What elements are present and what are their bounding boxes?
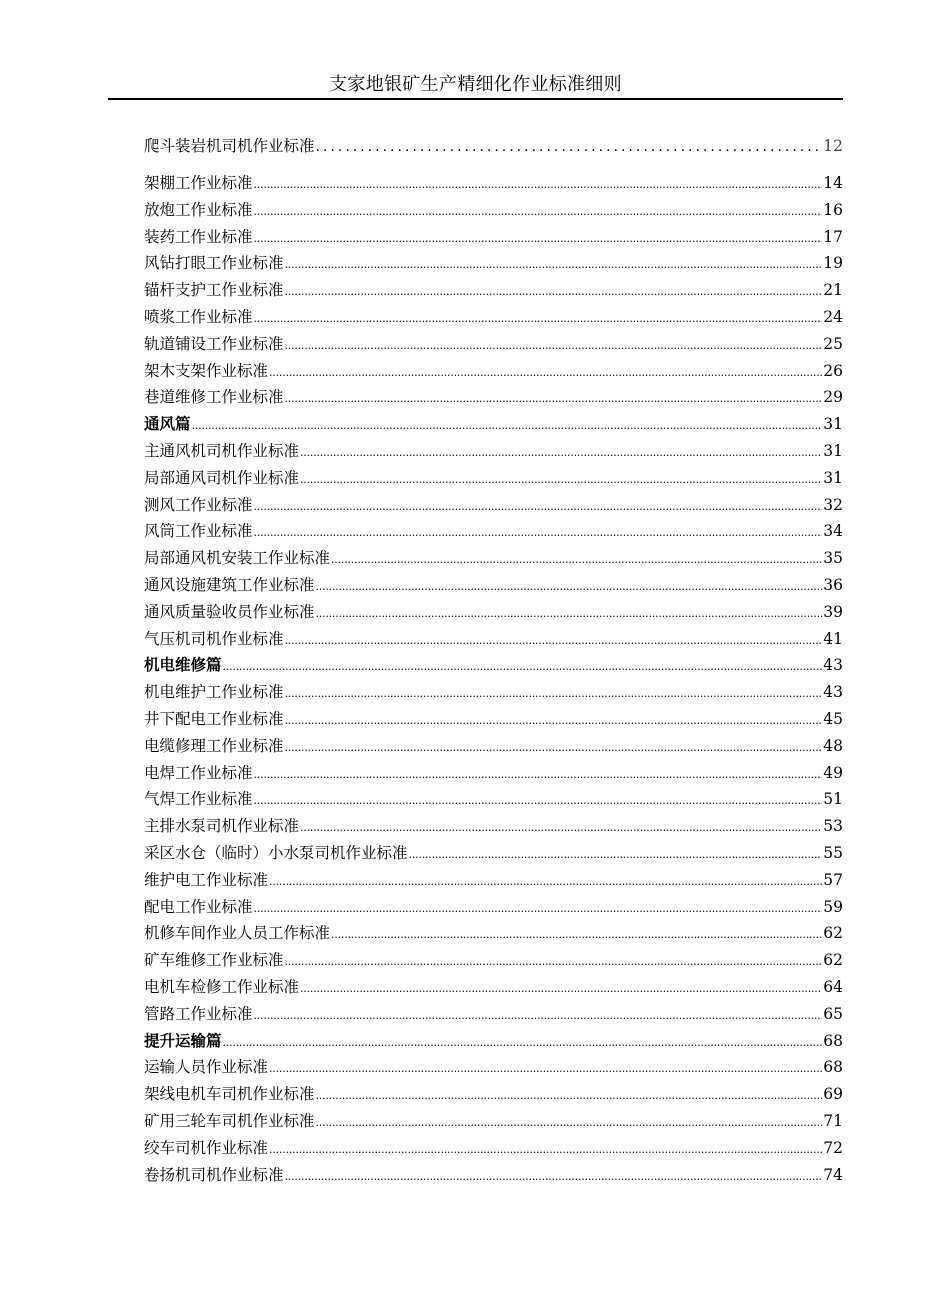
document-title: 支家地银矿生产精细化作业标准细则	[329, 74, 622, 95]
toc-entry-label: 气压机司机作业标准	[144, 629, 284, 648]
toc-page-number: 53	[823, 817, 843, 836]
toc-dot-leader	[285, 683, 823, 705]
toc-entry[interactable]	[144, 360, 843, 382]
toc-dot-leader	[254, 308, 823, 330]
toc-entry-label: 采区水仓（临时）小水泵司机作业标准	[144, 844, 408, 862]
toc-page-number: 59	[823, 897, 843, 916]
toc-entry[interactable]	[144, 547, 843, 569]
toc-dot-leader	[269, 362, 822, 384]
toc-dot-leader	[300, 817, 822, 839]
toc-dot-leader	[285, 710, 823, 732]
toc-dot-leader	[254, 496, 823, 518]
toc-entry-label: 风筒工作业标准	[144, 522, 253, 541]
toc-dot-leader	[316, 1085, 823, 1107]
toc-page-number: 32	[823, 495, 843, 514]
toc-page-number: 36	[823, 576, 843, 594]
toc-page-number: 16	[823, 200, 843, 219]
toc-entry-label: 装药工作业标准	[144, 227, 253, 246]
toc-page-number: 19	[823, 254, 843, 273]
toc-entry[interactable]	[144, 252, 843, 274]
toc-entry-label: 管路工作业标准	[144, 1004, 253, 1023]
toc-page-number: 69	[823, 1085, 843, 1104]
toc-entry[interactable]	[144, 1110, 843, 1132]
toc-dot-leader	[285, 737, 823, 759]
toc-dot-leader	[285, 254, 823, 276]
toc-entry-label: 架木支架作业标准	[144, 361, 269, 380]
toc-dot-leader	[316, 603, 823, 625]
toc-entry[interactable]	[144, 279, 843, 301]
toc-entry[interactable]	[144, 842, 843, 864]
toc-dot-leader	[331, 924, 822, 946]
toc-dot-leader	[300, 469, 822, 491]
toc-page-number: 17	[823, 227, 843, 246]
toc-section-heading[interactable]	[144, 1030, 843, 1052]
toc-page-number: 14	[823, 174, 843, 192]
toc-page-number: 39	[823, 602, 843, 621]
toc-entry[interactable]	[144, 601, 843, 623]
toc-entry[interactable]	[144, 172, 843, 194]
toc-entry[interactable]	[144, 135, 843, 157]
toc-entry[interactable]	[144, 574, 843, 596]
toc-dot-leader	[409, 844, 823, 866]
toc-dot-leader	[254, 764, 823, 786]
toc-entry-label: 主排水泵司机作业标准	[144, 817, 300, 836]
toc-entry[interactable]	[144, 628, 843, 650]
toc-page-number: 21	[823, 281, 843, 300]
toc-page-number: 31	[823, 415, 843, 434]
toc-entry-label: 电缆修理工作业标准	[144, 736, 284, 755]
toc-page-number: 62	[823, 951, 843, 970]
toc-page-number: 74	[823, 1165, 843, 1184]
toc-entry[interactable]	[144, 494, 843, 516]
toc-entry[interactable]	[144, 386, 843, 408]
toc-entry[interactable]	[144, 762, 843, 784]
toc-page-number: 68	[823, 1031, 843, 1050]
toc-entry-label: 测风工作业标准	[144, 495, 253, 514]
toc-dot-leader	[316, 136, 823, 158]
toc-entry-label: 架线电机车司机作业标准	[144, 1085, 315, 1104]
toc-entry-label: 锚杆支护工作业标准	[144, 281, 284, 300]
toc-dot-leader	[285, 335, 823, 357]
toc-section-heading[interactable]	[144, 413, 843, 435]
toc-entry-label: 轨道铺设工作业标准	[144, 334, 284, 353]
toc-entry-label: 卷扬机司机作业标准	[144, 1165, 284, 1184]
toc-entry[interactable]	[144, 199, 843, 221]
toc-entry[interactable]	[144, 1164, 843, 1186]
toc-dot-leader	[300, 978, 822, 1000]
toc-entry[interactable]	[144, 708, 843, 730]
toc-entry-label: 通风篇	[144, 414, 191, 434]
toc-page-number: 29	[823, 388, 843, 407]
toc-dot-leader	[254, 522, 823, 544]
toc-page-number: 34	[823, 522, 843, 541]
toc-page-number: 49	[823, 763, 843, 782]
toc-page-number: 31	[823, 442, 843, 460]
toc-entry[interactable]	[144, 681, 843, 703]
toc-entry-label: 通风设施建筑工作业标准	[144, 576, 315, 594]
toc-entry[interactable]	[144, 467, 843, 489]
toc-page-number: 35	[823, 549, 843, 568]
toc-dot-leader	[223, 1032, 823, 1054]
toc-entry-label: 通风质量验收员作业标准	[144, 602, 315, 621]
toc-entry-label: 矿车维修工作业标准	[144, 951, 284, 970]
toc-entry-label: 运输人员作业标准	[144, 1058, 269, 1077]
toc-entry-label: 矿用三轮车司机作业标准	[144, 1112, 315, 1130]
toc-entry-label: 架棚工作业标准	[144, 174, 253, 192]
toc-dot-leader	[331, 549, 822, 571]
toc-page-number: 65	[823, 1004, 843, 1023]
toc-entry-label: 局部通风司机作业标准	[144, 468, 300, 487]
toc-page-number: 43	[823, 683, 843, 702]
toc-entry-label: 绞车司机作业标准	[144, 1138, 269, 1157]
toc-page-number: 25	[823, 334, 843, 353]
toc-dot-leader	[254, 201, 823, 223]
toc-dot-leader	[192, 415, 823, 437]
toc-page-number: 68	[823, 1058, 843, 1077]
toc-entry-label: 喷浆工作业标准	[144, 308, 253, 326]
toc-dot-leader	[254, 1005, 823, 1027]
toc-entry[interactable]	[144, 788, 843, 810]
toc-dot-leader	[285, 388, 823, 410]
toc-dot-leader	[254, 174, 823, 196]
toc-entry-label: 维护电工作业标准	[144, 870, 269, 889]
toc-entry[interactable]	[144, 1137, 843, 1159]
toc-entry-label: 风钻打眼工作业标准	[144, 254, 284, 273]
toc-entry-label: 爬斗装岩机司机作业标准	[144, 137, 315, 155]
toc-entry[interactable]	[144, 520, 843, 542]
toc-dot-leader	[316, 1112, 823, 1134]
toc-entry-label: 主通风机司机作业标准	[144, 442, 300, 460]
toc-dot-leader	[223, 656, 823, 678]
toc-page-number: 64	[823, 978, 843, 996]
toc-dot-leader	[285, 630, 823, 652]
toc-page-number: 51	[823, 790, 843, 809]
toc-page-number: 62	[823, 924, 843, 943]
toc-entry-label: 放炮工作业标准	[144, 200, 253, 219]
toc-dot-leader	[316, 576, 823, 598]
toc-entry[interactable]	[144, 815, 843, 837]
toc-page-number: 48	[823, 736, 843, 755]
toc-page-number: 12	[823, 137, 843, 155]
toc-page-number: 41	[823, 629, 843, 648]
toc-page-number: 26	[823, 361, 843, 380]
toc-entry-label: 局部通风机安装工作业标准	[144, 549, 331, 568]
toc-dot-leader	[285, 281, 823, 303]
toc-entry[interactable]	[144, 1003, 843, 1025]
toc-entry[interactable]	[144, 949, 843, 971]
toc-page-number: 45	[823, 710, 843, 728]
toc-entry[interactable]	[144, 735, 843, 757]
toc-entry[interactable]	[144, 333, 843, 355]
toc-entry[interactable]	[144, 440, 843, 462]
toc-entry-label: 气焊工作业标准	[144, 790, 253, 809]
toc-entry-label: 提升运输篇	[144, 1030, 222, 1050]
toc-dot-leader	[300, 442, 822, 464]
toc-entry-label: 井下配电工作业标准	[144, 710, 284, 728]
toc-entry-label: 电机车检修工作业标准	[144, 978, 300, 996]
toc-dot-leader	[254, 898, 823, 920]
toc-entry[interactable]	[144, 306, 843, 328]
toc-page-number: 55	[823, 844, 843, 862]
page-header	[108, 72, 843, 100]
toc-entry-label: 电焊工作业标准	[144, 763, 253, 782]
toc-entry[interactable]	[144, 976, 843, 998]
toc-entry[interactable]	[144, 1083, 843, 1105]
toc-entry[interactable]	[144, 226, 843, 248]
toc-entry[interactable]	[144, 869, 843, 891]
toc-page-number: 71	[823, 1112, 843, 1130]
toc-dot-leader	[269, 1058, 822, 1080]
toc-dot-leader	[269, 1139, 822, 1161]
toc-entry-label: 机电维修篇	[144, 655, 222, 675]
toc-section-heading[interactable]	[144, 654, 843, 676]
toc-dot-leader	[254, 228, 823, 250]
toc-entry-label: 机电维护工作业标准	[144, 683, 284, 702]
toc-entry-label: 配电工作业标准	[144, 897, 253, 916]
toc-page-number: 72	[823, 1138, 843, 1157]
toc-entry[interactable]	[144, 896, 843, 918]
toc-entry[interactable]	[144, 922, 843, 944]
toc-dot-leader	[285, 951, 823, 973]
toc-dot-leader	[269, 871, 822, 893]
toc-dot-leader	[254, 790, 823, 812]
toc-page-number: 57	[823, 870, 843, 889]
toc-entry-label: 机修车间作业人员工作标准	[144, 924, 331, 943]
toc-entry-label: 巷道维修工作业标准	[144, 388, 284, 407]
toc-page-number: 43	[823, 656, 843, 675]
toc-page-number: 31	[823, 468, 843, 487]
toc-entry[interactable]	[144, 1056, 843, 1078]
toc-dot-leader	[285, 1166, 823, 1188]
toc-page-number: 24	[823, 308, 843, 326]
